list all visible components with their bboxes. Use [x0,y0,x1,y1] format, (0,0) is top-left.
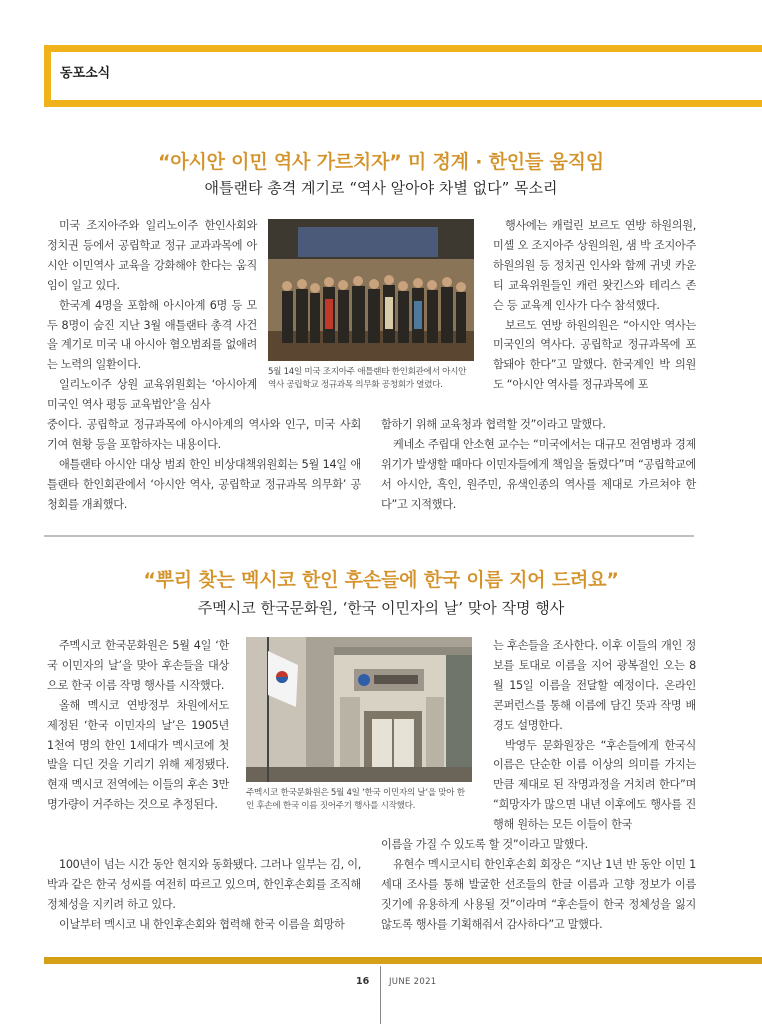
article1-column-left [47,216,257,415]
paragraph: 중이다. 공립학교 정규과목에 아시아계의 역사와 인구, 미국 사회 기여 현황 등을 포함하자는 내용이다. [47,418,361,451]
article1-subtitle: 애틀랜타 총격 계기로 “역사 알아야 차별 없다” 목소리 [204,179,558,197]
paragraph: 박영두 문화원장은 “후손들에게 한국식 이름은 단순한 이름 이상의 의미를 가지는 만큼 제대로 된 작명과정을 거치려 한다”며 “희망자가 많으면 내년 이후에도 행사를 진행해 원하는 모든 이들이 한국 [493,738,696,832]
paragraph: 케네소 주립대 안소현 교수는 “미국에서는 대규모 전염병과 경제 위기가 발생할 때마다 이민자들에게 책임을 돌렸다”며 “공립학교에서 아시안, 흑인, 원주민, 유색인종의 역사를 제대로 가르쳐야 한다”고 지적했다. [381,437,696,511]
paragraph: 유현수 멕시코시티 한인후손회 회장은 “지난 1년 반 동안 이민 1세대 조사를 통해 발굴한 선조들의 한글 이름과 고향 정보가 이름 짓기에 유용하게 사용될 것”이라며 “후손들이 한국 정체성을 잃지 않도록 행사를 기획해줘서 감사하다”고 말했다. [381,857,696,931]
header-rule-bottom [44,100,762,107]
section-label: 동포소식 [60,66,111,81]
article1-column-right [493,216,696,395]
article2-column-right-wide [381,835,696,935]
paragraph: 애틀랜타 아시안 대상 범죄 한인 비상대책위원회는 5월 14일 애틀랜타 한인회관에서 ‘아시안 역사, 공립학교 정규과목 의무화’ 공청회를 개최했다. [47,457,361,511]
paragraph: 일리노이주 상원 교육위원회는 ‘아시아계 미국인 역사 평등 교육법안’을 심사 [47,378,257,412]
paragraph: 미국 조지아주와 일리노이주 한인사회와 정치권 등에서 공립학교 정규 교과과목에 아시안 이민역사 교육을 강화해야 한다는 움직임이 일고 있다. [47,219,257,292]
paragraph: 100년이 넘는 시간 동안 현지와 동화됐다. 그러나 일부는 김, 이, 박과 같은 한국 성씨를 여전히 따르고 있으며, 한인후손회를 조직해 정체성을 지키려 하고 있다. [47,858,361,911]
article1-column-left-wide [47,415,361,515]
header-rule-left [44,45,51,107]
article2-column-left [47,636,229,815]
article2-photo [246,637,472,782]
article2-column-left-wide [47,855,361,935]
paragraph: 올해 멕시코 연방정부 차원에서도 제정된 ‘한국 이민자의 날’은 1905년 1천여 명의 한인 1세대가 멕시코에 첫발을 디딘 것을 기리기 위해 제정됐다. 현재 멕시코 전역에는 이들의 후손 3만 명가량이 거주하는 것으로 추정된다. [47,698,229,812]
footer-rule [44,957,762,964]
group-photo-illustration [268,219,474,361]
header-rule-top [44,45,762,52]
paragraph: 함하기 위해 교육청과 협력할 것”이라고 말했다. [381,418,606,431]
culture-center-illustration [246,637,472,782]
issue-date: JUNE 2021 [389,977,437,987]
paragraph: 이름을 가질 수 있도록 할 것”이라고 말했다. [381,838,588,851]
page-number: 16 [356,976,370,987]
article2-photo-caption: 주멕시코 한국문화원은 5월 4일 ‘한국 이민자의 날’을 맞아 한인 후손에 한국 이름 짓어주기 행사를 시작했다. [246,788,465,811]
article2-column-right [493,636,696,835]
article1-photo [268,219,474,361]
article1-column-right-wide [381,415,696,515]
paragraph: 한국계 4명을 포함해 아시아계 6명 등 모두 8명이 숨진 지난 3월 애틀랜타 총격 사건을 계기로 미국 내 아시아 혐오범죄를 없애려는 노력의 일환이다. [47,298,257,372]
article1-photo-caption: 5월 14일 미국 조지아주 애틀랜타 한인회관에서 아시안 역사 공립학교 정규과목 의무화 공청회가 열렸다. [268,367,467,390]
paragraph: 는 후손들을 조사한다. 이후 이들의 개인 정보를 토대로 이름을 지어 광복절인 오는 8월 15일 이름을 전달할 예정이다. 온라인 콘퍼런스를 통해 이름에 담긴 뜻과 작명 배경도 설명한다. [493,639,696,732]
article2-subtitle: 주멕시코 한국문화원, ‘한국 이민자의 날’ 맞아 작명 행사 [197,599,565,617]
paragraph: 주멕시코 한국문화원은 5월 4일 ‘한국 이민자의 날’을 맞아 후손들을 대상으로 한국 이름 작명 행사를 시작했다. [47,639,229,692]
page-number-divider [380,966,381,1024]
article1-title: “아시안 이민 역사 가르치자” 미 정계 · 한인들 움직임 [158,151,604,173]
paragraph: 행사에는 캐럴린 보르도 연방 하원의원, 미셸 오 조지아주 상원의원, 샘 박 조지아주 하원의원 등 정치권 인사와 함께 귀넷 카운티 교육위원들인 캐런 왓킨스와 테리스 존슨 등 교육계 인사가 다수 참석했다. [493,219,696,312]
paragraph: 보르도 연방 하원의원은 “아시안 역사는 미국인의 역사다. 공립학교 정규과목에 포함돼야 한다”고 말했다. 한국계인 박 의원도 “아시안 역사를 정규과목에 포 [493,318,696,392]
article-divider [44,535,694,537]
article2-title: “뿌리 찾는 멕시코 한인 후손들에 한국 이름 지어 드려요” [143,569,619,591]
paragraph: 이날부터 멕시코 내 한인후손회와 협력해 한국 이름을 희망하 [59,917,345,931]
